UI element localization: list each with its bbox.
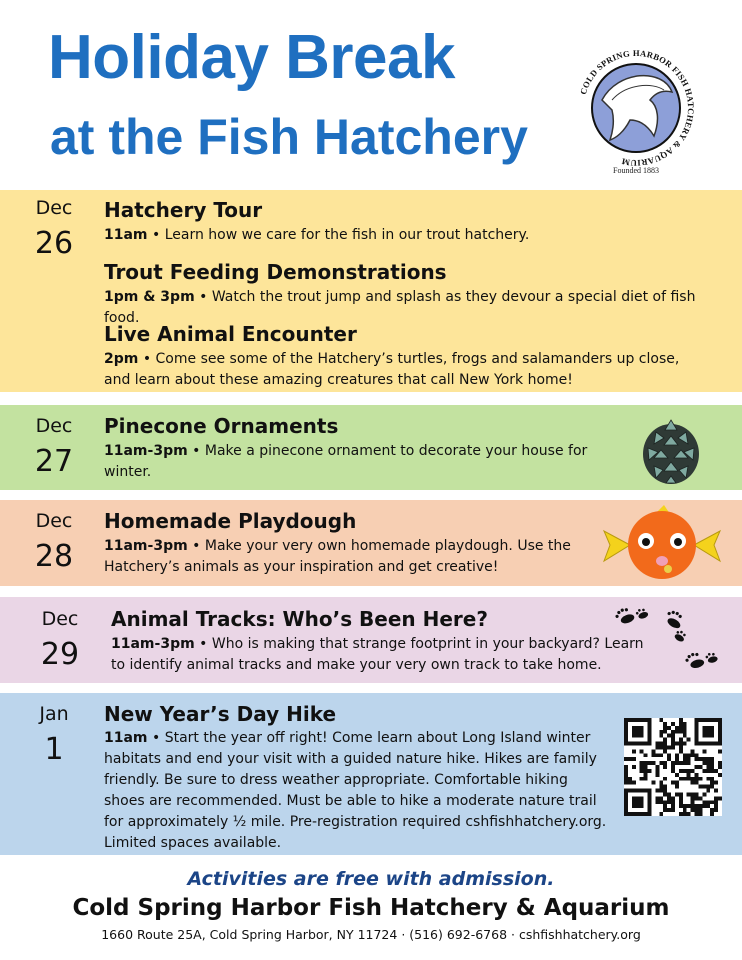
bullet: •: [151, 227, 161, 243]
organization-name: Cold Spring Harbor Fish Hatchery & Aquarium: [72, 895, 670, 921]
event-description: [104, 225, 724, 246]
date-day: 27: [34, 444, 74, 479]
event-text: Watch the trout jump and splash as they devour a special diet of fish food.: [104, 289, 696, 326]
logo-founded: Founded 1883: [613, 166, 659, 175]
event-description: [104, 349, 704, 391]
page-subtitle: at the Fish Hatchery: [50, 109, 528, 165]
event-title: Homemade Playdough: [104, 509, 357, 533]
date-day: 26: [34, 226, 74, 261]
event-text: Learn how we care for the fish in our trout hatchery.: [164, 227, 530, 243]
date-month: Dec: [35, 415, 73, 437]
bullet: •: [192, 538, 201, 554]
event-description: [111, 634, 661, 676]
bullet: •: [142, 351, 152, 367]
event-time: 11am-3pm: [104, 538, 188, 554]
playdough-fish-image: [602, 505, 722, 581]
event-title: Hatchery Tour: [104, 198, 263, 222]
event-time: 11am: [104, 227, 148, 243]
event-time: 2pm: [104, 351, 139, 367]
date-dec26: [22, 196, 86, 262]
event-title: Trout Feeding Demonstrations: [104, 260, 447, 284]
logo-ring-text: COLD SPRING HARBOR FISH HATCHERY & AQUARIUM: [577, 47, 697, 169]
date-month: Dec: [35, 197, 73, 219]
qr-code[interactable]: [624, 718, 722, 816]
event-time: 11am-3pm: [111, 636, 195, 652]
animal-tracks-image: [610, 606, 730, 678]
bullet: •: [199, 289, 208, 305]
date-month: Dec: [35, 510, 73, 532]
date-month: Dec: [41, 608, 79, 630]
event-title: Pinecone Ornaments: [104, 414, 339, 438]
event-title: Live Animal Encounter: [104, 322, 357, 346]
event-text: Start the year off right! Come learn about Long Island winter habitats and end your visit with a guided nature hike. Hikes are family friendly. Be sure to dress weather appropriate. Comfortable hiking shoes are recommended. Must be able to hike a moderate nature trail for approximately ½ mile. Pre-registration required cshfishhatchery.org. Limited spaces available.: [104, 730, 607, 851]
date-day: 1: [44, 732, 64, 767]
date-dec28: [22, 509, 86, 575]
event-time: 11am-3pm: [104, 443, 188, 459]
free-admission-note: Activities are free with admission.: [187, 868, 555, 890]
event-text: Make your very own homemade playdough. Use the Hatchery’s animals as your inspiration and get creative!: [104, 538, 571, 575]
event-title: Animal Tracks: Who’s Been Here?: [111, 607, 488, 631]
address-line: 1660 Route 25A, Cold Spring Harbor, NY 11724 · (516) 692-6768 · cshfishhatchery.org: [101, 927, 641, 942]
bullet: •: [192, 443, 201, 459]
event-text: Come see some of the Hatchery’s turtles, frogs and salamanders up close, and learn about these amazing creatures that call New York home!: [104, 351, 680, 388]
event-description: [104, 441, 604, 483]
date-day: 29: [40, 637, 80, 672]
event-time: 1pm & 3pm: [104, 289, 195, 305]
event-time: 11am: [104, 730, 148, 746]
event-description: [104, 536, 594, 578]
date-day: 28: [34, 539, 74, 574]
bullet: •: [151, 730, 161, 746]
date-dec29: [28, 607, 92, 673]
date-dec27: [22, 414, 86, 480]
pinecone-image: [636, 410, 706, 486]
date-jan1: [22, 702, 86, 768]
event-text: Who is making that strange footprint in your backyard? Learn to identify animal tracks and make your very own track to take home.: [111, 636, 644, 673]
hatchery-logo: [568, 40, 704, 176]
event-title: New Year’s Day Hike: [104, 702, 337, 726]
event-text: Make a pinecone ornament to decorate your house for winter.: [104, 443, 588, 480]
page-title: Holiday Break: [48, 23, 456, 92]
bullet: •: [199, 636, 208, 652]
event-description: [104, 728, 610, 854]
date-month: Jan: [39, 703, 69, 725]
